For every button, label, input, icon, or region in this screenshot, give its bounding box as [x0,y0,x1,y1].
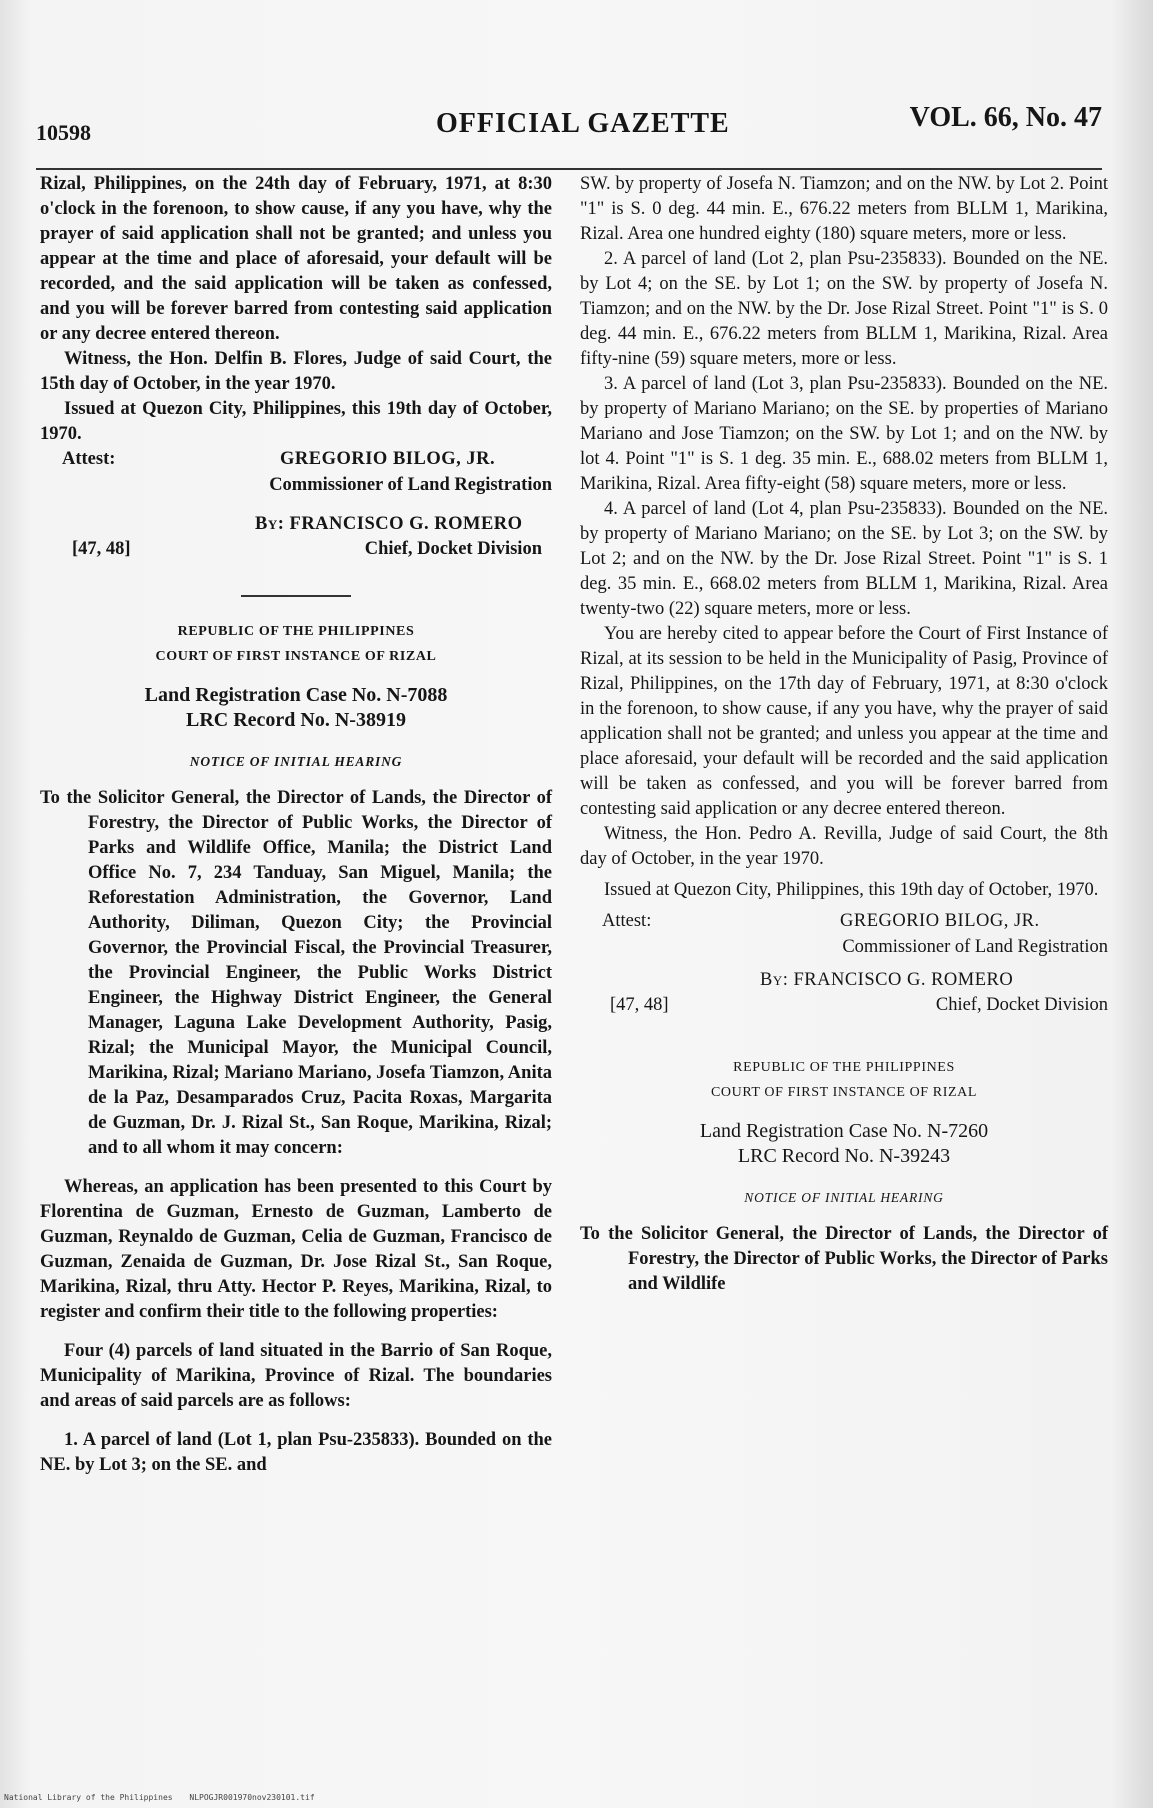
republic-heading: REPUBLIC OF THE PHILIPPINES [733,1060,955,1075]
by-line: By: FRANCISCO G. ROMERO [760,970,1014,990]
lot1-continuation: SW. by property of Josefa N. Tiamzon; and on the NW. by Lot 2. Point "1" is S. 0 deg. 44 min. E., 676.22 meters from BLLM 1, Marikina, Rizal. Area one hundred eighty (180) square meters, more or less. [580,174,1108,244]
docket-division: Chief, Docket Division [935,995,1108,1015]
scan-filename: NLPOGJR001970nov230101.tif [189,1793,315,1802]
page-number: 10598 [36,120,91,145]
attest-line [40,447,552,473]
publication-title: OFFICIAL GAZETTE [436,108,730,139]
docket-code: [47, 48] [610,995,669,1015]
notice-heading: NOTICE OF INITIAL HEARING [189,754,403,769]
parcels-paragraph: Four (4) parcels of land situated in the Barrio of San Roque, Municipality of Marikina, Province of Rizal. The boundaries and areas of said parcels are as follows: [40,1341,552,1411]
witness-paragraph: Witness, the Hon. Pedro A. Revilla, Judge of said Court, the 8th day of October, in the year 1970. [580,824,1108,869]
lot3-paragraph: 3. A parcel of land (Lot 3, plan Psu-235833). Bounded on the NE. by property of Mariano Mariano; on the SE. by properties of Mariano Mariano and Jose Tiamzon; on the SW. by Lot 1; and on the NW. by lot 4. Point "1" is S. 1 deg. 35 min. E., 688.02 meters from BLLM 1, Marikina, Rizal. Area fifty-eight (58) square meters, more or less. [580,374,1108,494]
lot4-paragraph: 4. A parcel of land (Lot 4, plan Psu-235833). Bounded on the NE. by property of Mariano Mariano; on the SE. by Lot 3; on the SW. by Lot 2; and on the NW. by the Dr. Jose Rizal Street. Point "1" is S. 1 deg. 35 min. E., 668.02 meters from BLLM 1, Marikina, Rizal. Area twenty-two (22) square meters, more or less. [580,499,1108,619]
header-rule [36,168,1102,170]
attest-name: GREGORIO BILOG, JR. [840,911,1040,931]
attest-name: GREGORIO BILOG, JR. [280,449,496,469]
attest-label: Attest: [62,449,116,469]
volume-number: VOL. 66, No. 47 [909,102,1102,133]
case-number: Land Registration Case No. N-7088 [144,684,448,706]
court-heading: COURT OF FIRST INSTANCE OF RIZAL [710,1085,978,1100]
lot1-paragraph: 1. A parcel of land (Lot 1, plan Psu-235833). Bounded on the NE. by Lot 3; on the SE. and [40,1430,552,1475]
page-header [36,98,1102,148]
addressees-paragraph: To the Solicitor General, the Director of Lands, the Director of Forestry, the Director of Public Works, the Director of Parks and Wildlife [580,1224,1108,1294]
notice-heading: NOTICE OF INITIAL HEARING [744,1190,944,1205]
docket-line [40,537,552,565]
docket-code: [47, 48] [72,539,131,559]
section-separator [241,595,351,597]
issued-paragraph: Issued at Quezon City, Philippines, this 19th day of October, 1970. [40,399,552,444]
witness-paragraph: Witness, the Hon. Delfin B. Flores, Judge of said Court, the 15th day of October, in the year 1970. [40,349,552,394]
docket-line [580,993,1108,1021]
cited-paragraph: You are hereby cited to appear before the Court of First Instance of Rizal, at its session to be held in the Municipality of Pasig, Province of Rizal, Philippines, on the 17th day of February, 1971, at 8:30 o'clock in the forenoon, to show cause, if any you have, why the prayer of said application shall not be granted; and unless you appear at the time and place aforesaid, your default will be recorded and the said application will be taken as confessed, and you will be forever barred from contesting said application or any decree entered thereon. [580,624,1108,819]
attest-line [580,909,1108,935]
court-heading: COURT OF FIRST INSTANCE OF RIZAL [155,649,437,664]
commissioner-title: Commissioner of Land Registration [269,475,552,495]
library-credit: National Library of the Philippines [4,1793,173,1802]
scan-footer [4,1793,327,1802]
whereas-paragraph: Whereas, an application has been presented to this Court by Florentina de Guzman, Ernesto de Guzman, Lamberto de Guzman, Reynaldo de Guzman, Celia de Guzman, Francisco de Guzman, Zenaida de Guzman, Dr. Jose Rizal St., San Roque, Marikina, Rizal, thru Atty. Hector P. Reyes, Marikina, Rizal, to register and confirm their title to the following properties: [40,1177,552,1322]
lrc-record: LRC Record No. N-39243 [737,1145,951,1167]
docket-division: Chief, Docket Division [364,539,542,559]
case-number: Land Registration Case No. N-7260 [699,1120,989,1142]
right-column [580,172,1108,1297]
commissioner-title: Commissioner of Land Registration [842,937,1108,957]
lot2-paragraph: 2. A parcel of land (Lot 2, plan Psu-235833). Bounded on the NE. by Lot 4; on the SE. by Lot 1; on the SW. by property of Josefa N. Tiamzon; and on the NW. by the Dr. Jose Rizal Street. Point "1" is S. 0 deg. 44 min. E., 676.22 meters from BLLM 1, Marikina, Rizal. Area fifty-nine (59) square meters, more or less. [580,249,1108,369]
lrc-record: LRC Record No. N-38919 [186,709,406,731]
republic-heading: REPUBLIC OF THE PHILIPPINES [177,624,415,639]
addressees-paragraph: To the Solicitor General, the Director of Lands, the Director of Forestry, the Director of Public Works, the Director of Parks and Wildlife Office, Manila; the District Land Office No. 7, 234 Tanduay, San Miguel, Manila; the Reforestation Administration, the Governor, Land Authority, Diliman, Quezon City; the Provincial Governor, the Provincial Fiscal, the Provincial Treasurer, the Provincial Engineer, the Public Works District Engineer, the Highway District Engineer, the General Manager, Laguna Lake Development Authority, Pasig, Rizal; the Municipal Mayor, the Municipal Council, Marikina, Rizal; Mariano Mariano, Josefa Tiamzon, Anita de la Paz, Desamparados Cruz, Pacita Roxas, Margarita de Guzman, Dr. J. Rizal St., San Roque, Marikina, Rizal; and to all whom it may concern: [40,788,552,1158]
issued-paragraph: Issued at Quezon City, Philippines, this 19th day of October, 1970. [604,880,1099,900]
left-column [40,172,552,1478]
hearing-paragraph: Rizal, Philippines, on the 24th day of February, 1971, at 8:30 o'clock in the forenoon, to show cause, if any you have, why the prayer of said application shall not be granted; and unless you appear at the time and place of aforesaid, your default will be recorded, and the said application will be taken as confessed, and you will be forever barred from contesting said application or any decree entered thereon. [40,174,552,344]
attest-label: Attest: [602,911,652,931]
by-line: By: FRANCISCO G. ROMERO [255,514,523,534]
